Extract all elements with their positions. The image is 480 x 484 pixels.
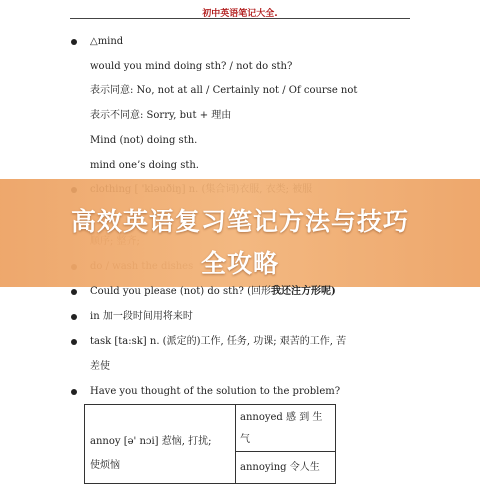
note-line-mind: △mind (90, 36, 124, 47)
note-line-could-you (90, 286, 336, 298)
banner-title-line2: 全攻略 (200, 249, 279, 278)
table-cell-annoy-cont: 使烦恼 (90, 460, 120, 471)
banner-title-line1: 高效英语复习笔记方法与技巧 (70, 207, 409, 236)
note-line-in-period: in 加一段时间用将来时 (90, 311, 193, 322)
table-cell-annoyed: annoyed 感 到 生 (240, 412, 323, 423)
bullet-icon (71, 339, 77, 345)
could-you-bold-tail: 我还注方形呢) (270, 286, 336, 297)
vocab-table (84, 404, 336, 484)
note-line-task: task [ta:sk] n. (派定的)工作, 任务, 功课; 艰苦的工作, 苦 (90, 336, 347, 347)
table-cell-annoy: annoy [ə' nɔi] 惹恼, 打扰; (90, 436, 212, 447)
note-line-have-you: Have you thought of the solution to the problem? (90, 386, 341, 397)
bullet-icon (71, 39, 77, 45)
note-line-mind-doing: Mind (not) doing sth. (90, 135, 198, 146)
note-line-mind-disagree: 表示不同意: Sorry, but + 理由 (90, 110, 232, 121)
note-line-mind-agree: 表示同意: No, not at all / Certainly not / Of course not (90, 85, 358, 96)
could-you-text: Could you please (not) do sth? (回形 (90, 286, 271, 297)
title-rule (70, 18, 410, 19)
note-line-mind-question: would you mind doing sth? / not do sth? (90, 61, 293, 72)
note-line-task-cont: 差使 (90, 361, 110, 372)
table-cell-annoyed-cont: 气 (240, 434, 250, 445)
note-line-mind-ones: mind one’s doing sth. (90, 160, 199, 171)
table-row-divider (235, 451, 335, 452)
bullet-icon (71, 289, 77, 295)
bullet-icon (71, 314, 77, 320)
document-title: 初中英语笔记大全. (202, 9, 278, 19)
table-column-divider (235, 405, 236, 483)
table-cell-annoying: annoying 令人生 (240, 462, 320, 473)
bullet-icon (71, 389, 77, 395)
